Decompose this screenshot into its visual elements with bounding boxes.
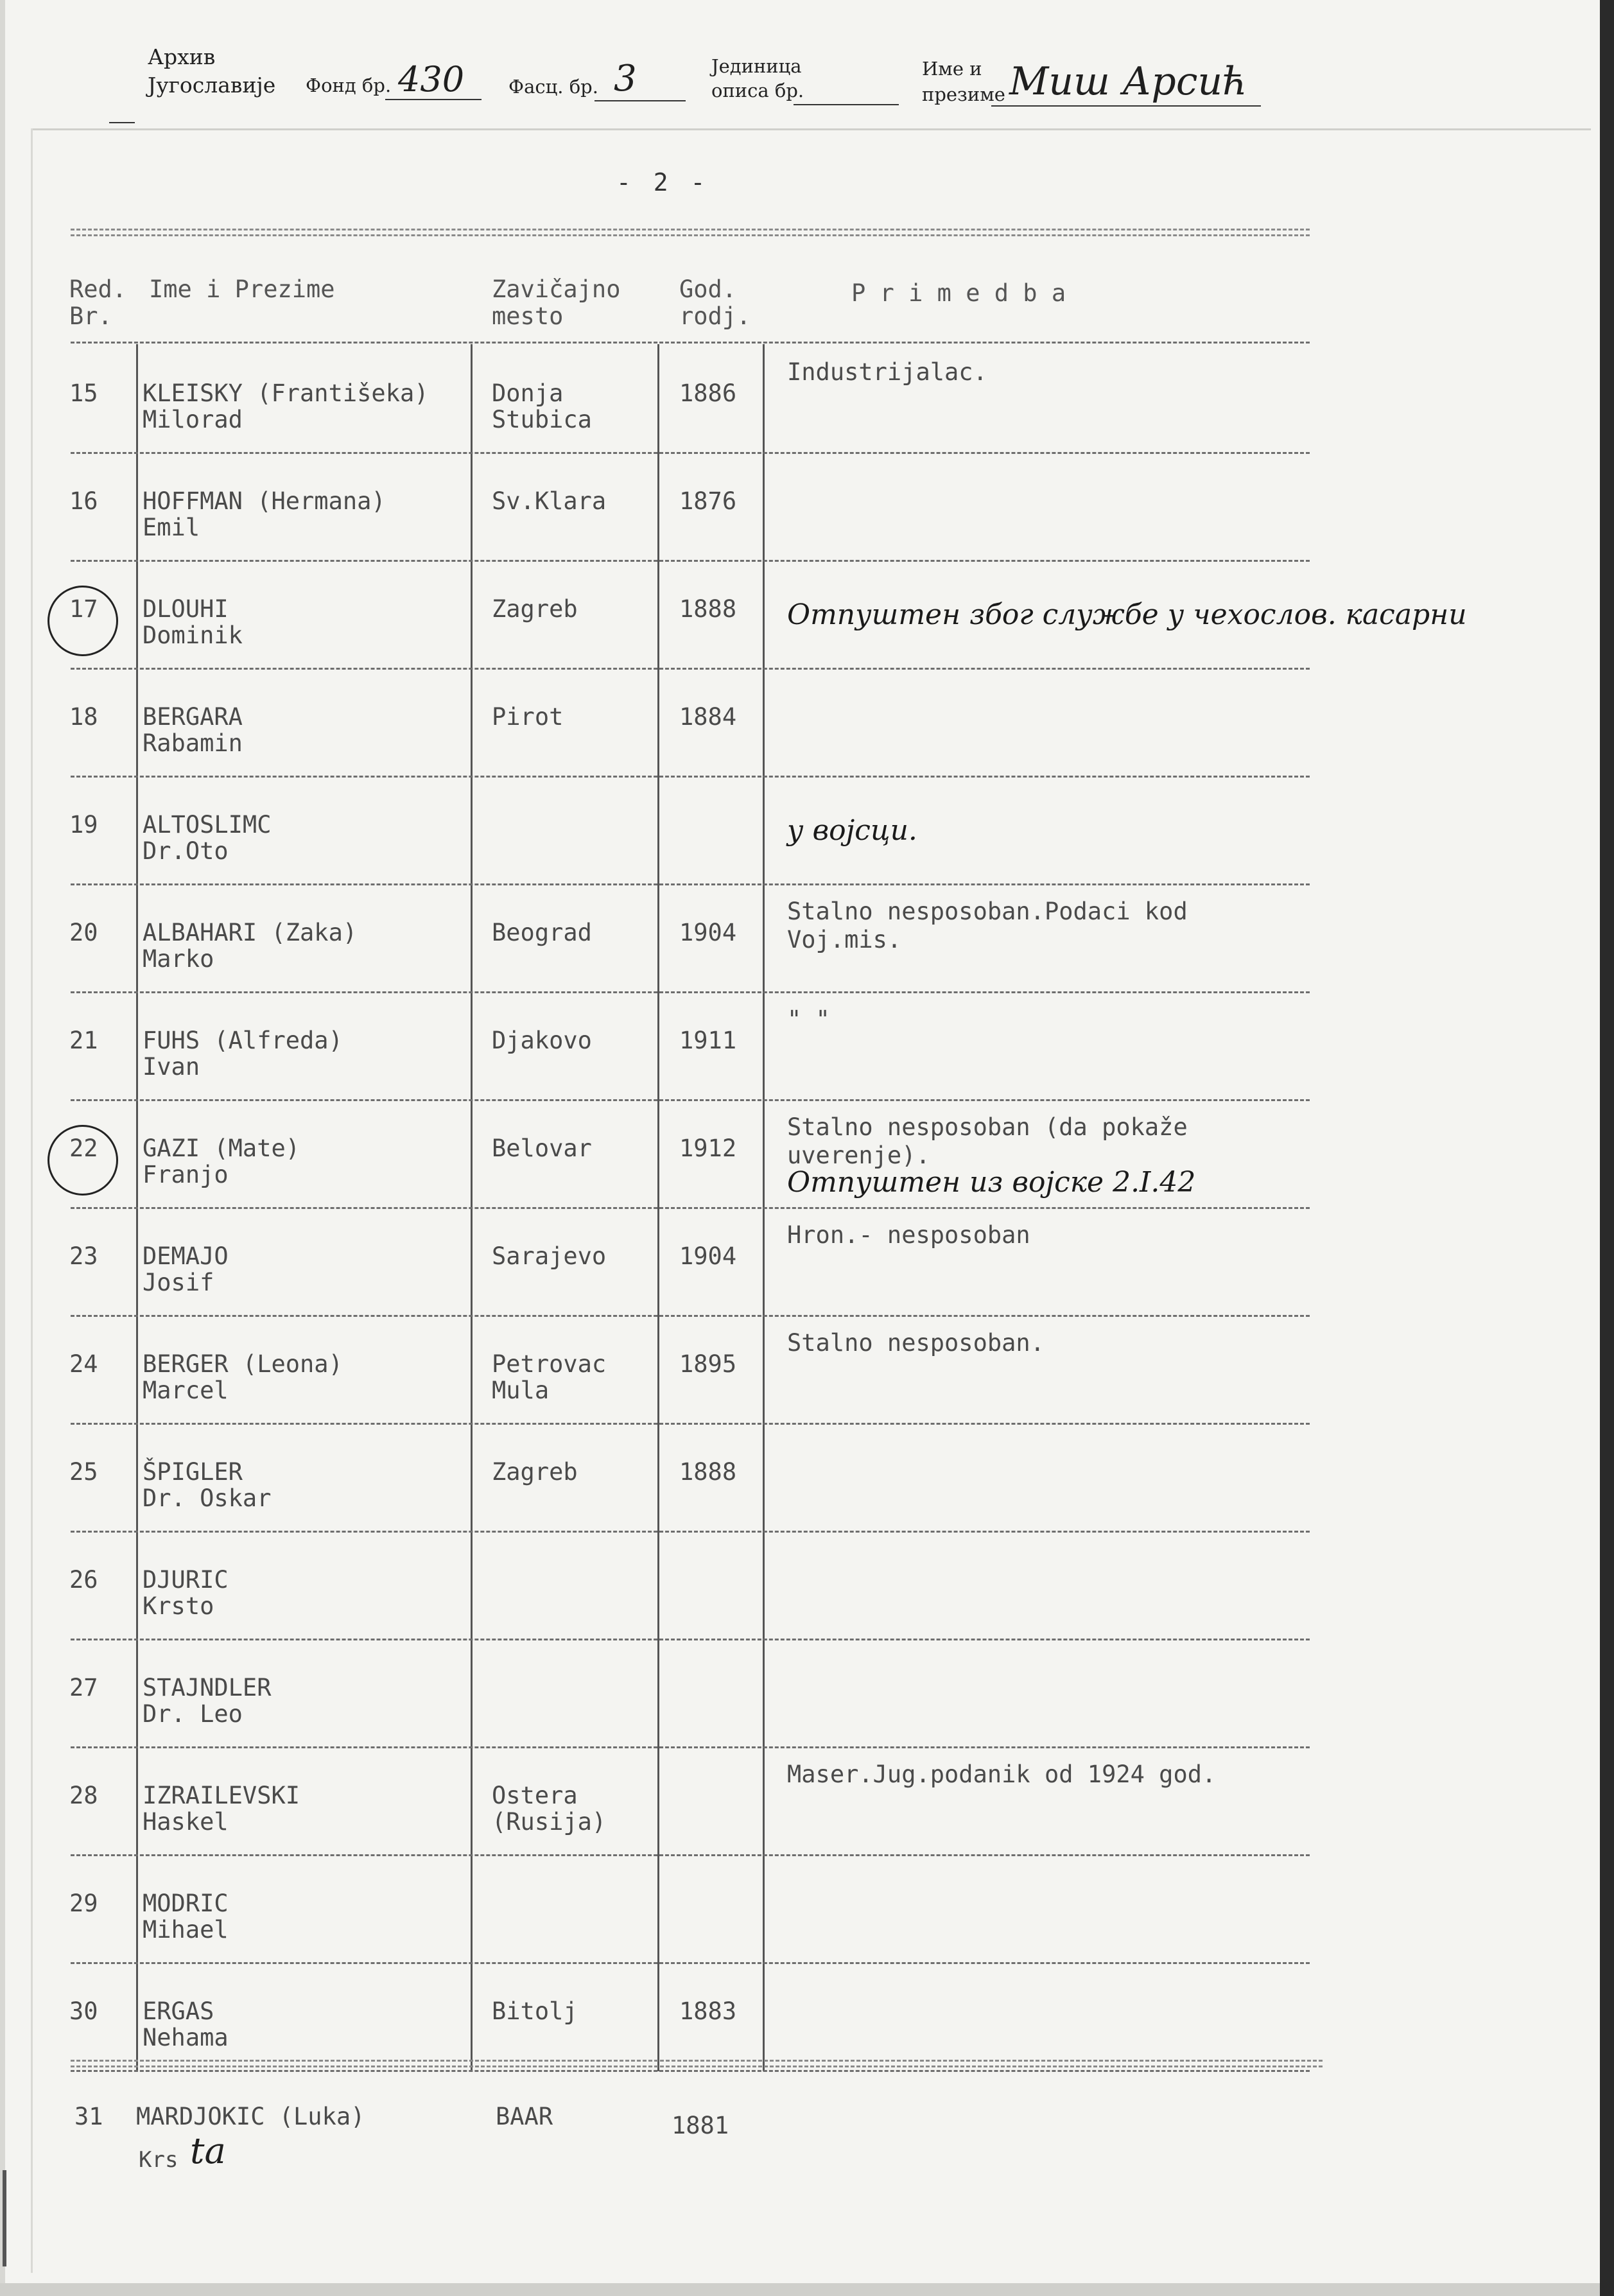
stamp-underline: [109, 122, 135, 123]
archive-name-line2: Југославије: [148, 73, 276, 98]
row-number: 30: [69, 1997, 98, 2025]
row-number: 20: [69, 919, 98, 946]
page-number: - 2 -: [616, 168, 709, 196]
row-remark: Stalno nesposoban.Podaci kod Voj.mis.: [787, 898, 1188, 953]
row-number: 27: [69, 1674, 98, 1701]
unit-label-line1: Јединица: [711, 55, 802, 77]
row-remark: Hron.- nesposoban: [787, 1221, 1030, 1249]
unit-label-line2: описа бр.: [711, 80, 804, 101]
row-name: ERGAS Nehama: [143, 1997, 229, 2051]
row-year: 1912: [679, 1135, 737, 1162]
row-number: 29: [69, 1890, 98, 1917]
row-number: 16: [69, 487, 98, 515]
row-year: 1911: [679, 1027, 737, 1054]
row-divider: [71, 991, 1310, 993]
row-remark: Stalno nesposoban.: [787, 1329, 1045, 1357]
row-number: 15: [69, 379, 98, 407]
row-place: Ostera (Rusija): [492, 1782, 607, 1836]
row-divider: [71, 1207, 1310, 1209]
row-place: Beograd: [492, 919, 592, 946]
header-number: Red. Br.: [69, 275, 127, 330]
row-number: 17: [69, 595, 98, 623]
name-value: Миш Арсић: [1009, 59, 1247, 104]
fasc-value: 3: [614, 58, 637, 100]
header-remark: P r i m e d b a: [851, 279, 1066, 307]
row-place: Zagreb: [492, 595, 578, 623]
row-name: DJURIC Krsto: [143, 1566, 229, 1620]
row-name: MODRIC Mihael: [143, 1890, 229, 1944]
row-divider: [71, 1315, 1310, 1317]
row-year: 1888: [679, 1458, 737, 1486]
row-divider: [71, 883, 1310, 885]
row-place: Bitolj: [492, 1997, 578, 2025]
row-number: 21: [69, 1027, 98, 1054]
row-year: 1876: [679, 487, 737, 515]
row-divider: [71, 1423, 1310, 1425]
header-name: Ime i Prezime: [149, 275, 335, 303]
header-year: God. rodj.: [679, 275, 751, 330]
row-year: 1884: [679, 703, 737, 731]
row-number: 25: [69, 1458, 98, 1486]
row-name: BERGER (Leona) Marcel: [143, 1350, 343, 1404]
row-number-circle-mark: [48, 1125, 118, 1196]
fond-value: 430: [398, 59, 465, 100]
header-place: Zavičajno mesto: [492, 275, 621, 330]
row-name: ŠPIGLER Dr. Oskar: [143, 1458, 272, 1512]
row-place: Belovar: [492, 1135, 592, 1162]
scan-mark: [3, 2170, 6, 2266]
row-name: ALTOSLIMC Dr.Oto: [143, 811, 272, 865]
scan-edge-left: [0, 0, 5, 2296]
row-number: 24: [69, 1350, 98, 1378]
scan-edge-bottom: [0, 2283, 1600, 2296]
row-name: HOFFMAN (Hermana) Emil: [143, 487, 386, 541]
row-number: 23: [69, 1242, 98, 1270]
extra-row-name-line2: Krs: [139, 2147, 178, 2173]
row-name: FUHS (Alfreda) Ivan: [143, 1027, 343, 1081]
row-divider: [71, 2070, 1310, 2072]
extra-row-number: 31: [74, 2103, 103, 2130]
row-remark-handwritten: у војсци.: [787, 814, 917, 847]
row-number: 28: [69, 1782, 98, 1809]
row-remark-handwritten: Отпуштен због службе у чехослов. касарни: [787, 598, 1467, 631]
row-year: 1883: [679, 1997, 737, 2025]
row-number: 22: [69, 1135, 98, 1162]
row-place: Zagreb: [492, 1458, 578, 1486]
row-place: Petrovac Mula: [492, 1350, 607, 1404]
row-name: DLOUHI Dominik: [143, 595, 243, 649]
row-divider: [71, 776, 1310, 778]
archive-name-line1: Архив: [148, 44, 216, 69]
sheet-edge-left: [31, 128, 33, 2273]
name-label-line1: Име и: [922, 58, 982, 80]
row-name: KLEISKY (Františeka) Milorad: [143, 379, 429, 433]
name-label-line2: презиме: [922, 83, 1005, 105]
extra-row-place: BAAR: [496, 2103, 553, 2130]
row-remark-handwritten: Отпуштен из војске 2.I.42: [787, 1166, 1196, 1199]
row-year: 1904: [679, 1242, 737, 1270]
bottom-double-rule: [71, 2060, 1323, 2067]
row-number-circle-mark: [48, 586, 118, 656]
fasc-line: [594, 100, 686, 101]
row-divider: [71, 560, 1310, 562]
row-year: 1904: [679, 919, 737, 946]
fasc-label: Фасц. бр.: [508, 76, 598, 98]
row-name: STAJNDLER Dr. Leo: [143, 1674, 272, 1728]
row-remark: Industrijalac.: [787, 358, 987, 386]
unit-line: [794, 104, 899, 105]
row-year: 1895: [679, 1350, 737, 1378]
header-rule: [71, 342, 1310, 344]
row-place: Donja Stubica: [492, 379, 592, 433]
row-divider: [71, 668, 1310, 670]
row-place: Sarajevo: [492, 1242, 607, 1270]
row-divider: [71, 1639, 1310, 1640]
row-place: Sv.Klara: [492, 487, 607, 515]
extra-row-name-handwritten: ta: [190, 2130, 226, 2172]
row-remark: Maser.Jug.podanik od 1924 god.: [787, 1761, 1217, 1788]
row-divider: [71, 1854, 1310, 1856]
row-number: 19: [69, 811, 98, 839]
row-name: DEMAJO Josif: [143, 1242, 229, 1296]
fond-label: Фонд бр.: [306, 74, 392, 96]
row-name: BERGARA Rabamin: [143, 703, 243, 757]
top-double-rule: [71, 229, 1310, 236]
row-number: 26: [69, 1566, 98, 1594]
row-divider: [71, 1099, 1310, 1101]
row-remark: Stalno nesposoban (da pokaže uverenje).: [787, 1113, 1188, 1169]
extra-row-year: 1881: [672, 2112, 729, 2139]
row-divider: [71, 1962, 1310, 1964]
name-line: [991, 105, 1261, 107]
row-number: 18: [69, 703, 98, 731]
sheet-edge-top: [31, 128, 1591, 130]
row-place: Pirot: [492, 703, 564, 731]
row-year: 1888: [679, 595, 737, 623]
row-divider: [71, 1531, 1310, 1533]
row-year: 1886: [679, 379, 737, 407]
row-name: ALBAHARI (Zaka) Marko: [143, 919, 358, 973]
row-place: Djakovo: [492, 1027, 592, 1054]
row-divider: [71, 1746, 1310, 1748]
extra-row-name: MARDJOKIC (Luka): [136, 2103, 365, 2130]
row-name: GAZI (Mate) Franjo: [143, 1135, 300, 1188]
row-divider: [71, 452, 1310, 454]
row-remark: " ": [787, 1005, 830, 1033]
row-name: IZRAILEVSKI Haskel: [143, 1782, 300, 1836]
scan-edge-right: [1600, 0, 1614, 2296]
